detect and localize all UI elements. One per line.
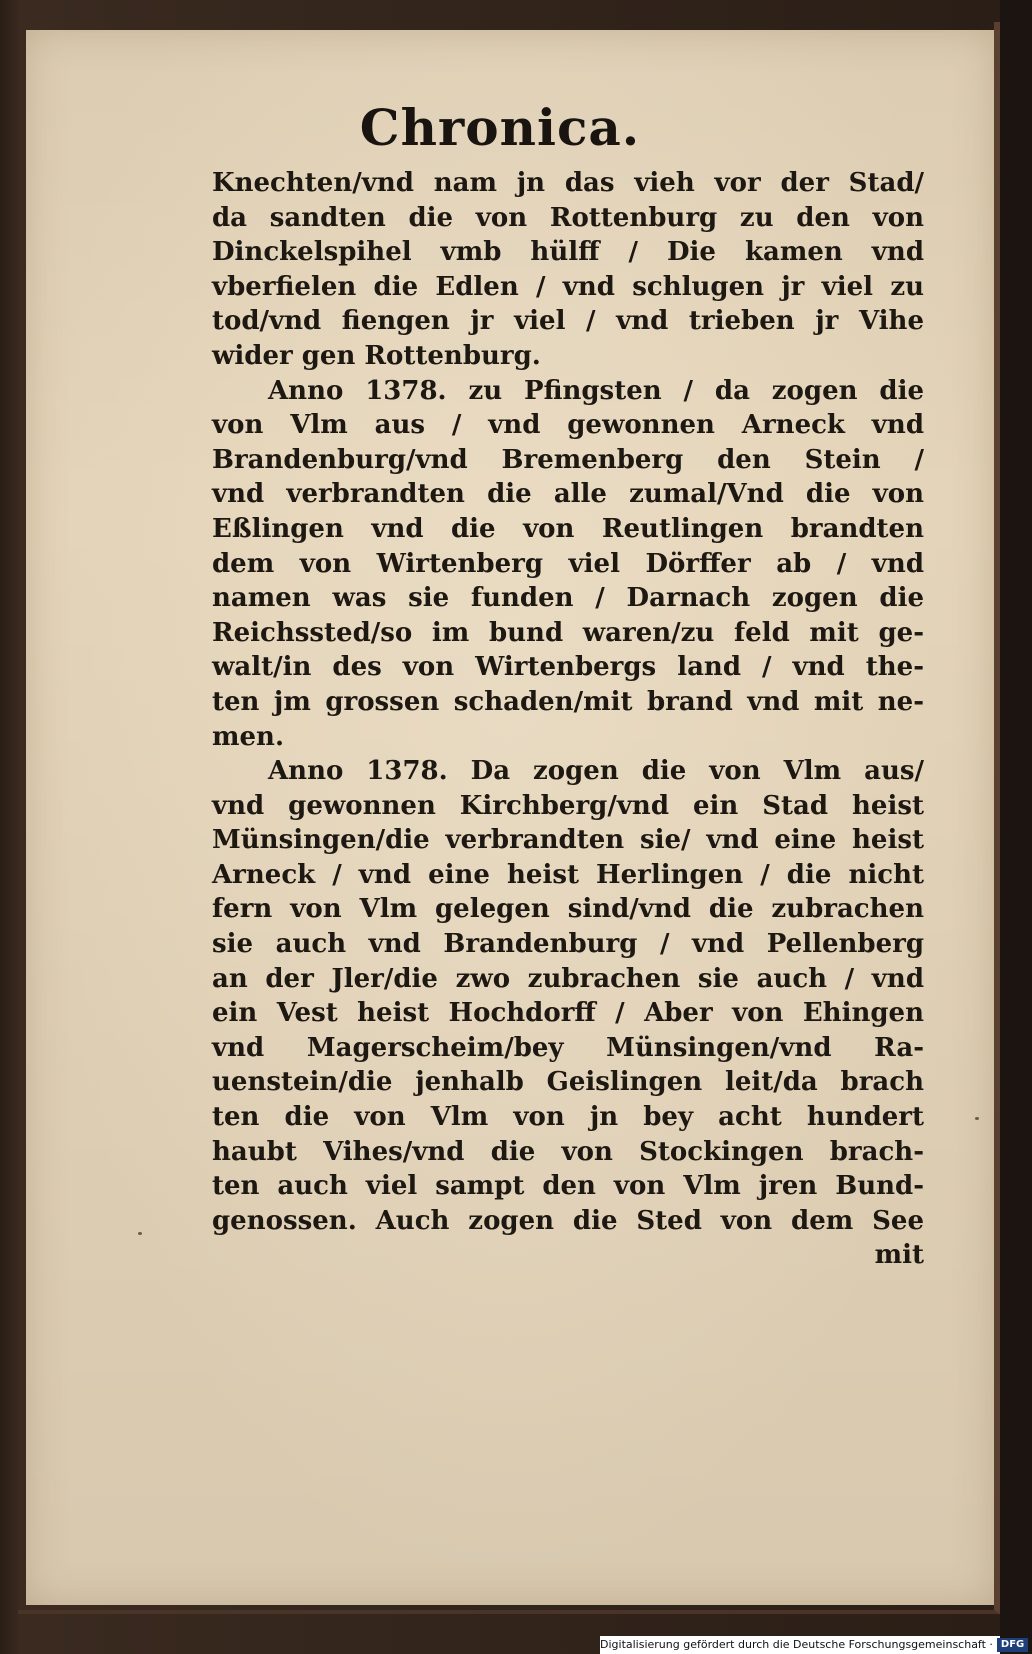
text-line: fern von Vlm gelegen sind/vnd die zubrachen: [212, 894, 924, 925]
text-line: Münsingen/die verbrandten sie/ vnd eine heist: [212, 825, 924, 856]
text-line: Dinckelspihel vmb hülff / Die kamen vnd: [212, 237, 924, 268]
body-text: [212, 166, 924, 1273]
text-line: ten die von Vlm von jn bey acht hundert: [212, 1102, 924, 1133]
text-line: ein Vest heist Hochdorff / Aber von Ehingen: [212, 998, 924, 1029]
paper-speck: [975, 1117, 979, 1120]
text-line: vnd Magerscheim/bey Münsingen/vnd Ra-: [212, 1032, 924, 1063]
text-line: Brandenburg/vnd Bremenberg den Stein /: [212, 444, 924, 475]
text-line: namen was sie funden / Darnach zogen die: [212, 583, 924, 614]
text-line: von Vlm aus / vnd gewonnen Arneck vnd: [212, 410, 924, 441]
funding-credit: Digitalisierung gefördert durch die Deutsche Forschungsgemeinschaft ·: [600, 1638, 993, 1651]
text-line: da sandten die von Rottenburg zu den von: [212, 202, 924, 233]
catchword: mit: [874, 1240, 924, 1271]
text-line: Knechten/vnd nam jn das vieh vor der Stad/: [212, 168, 924, 198]
text-line: an der Jler/die zwo zubrachen sie auch / vnd: [212, 963, 924, 994]
text-line: sie auch vnd Brandenburg / vnd Pellenberg: [212, 929, 924, 960]
paragraph-start: Anno 1378. Da zogen die von Vlm aus/: [268, 756, 924, 787]
text-line: walt/in des von Wirtenbergs land / vnd the-: [212, 652, 924, 683]
paragraph-start: Anno 1378. zu Pfingsten / da zogen die: [268, 375, 924, 406]
text-line: dem von Wirtenberg viel Dörffer ab / vnd: [212, 548, 924, 579]
running-head: Chronica.: [359, 98, 641, 157]
text-line: Eßlingen vnd die von Reutlingen brandten: [212, 513, 924, 544]
text-line: wider gen Rottenburg.: [212, 340, 541, 371]
paper-speck: [138, 1232, 142, 1235]
text-line: ten jm grossen schaden/mit brand vnd mit ne-: [212, 686, 924, 717]
text-line: Arneck / vnd eine heist Herlingen / die nicht: [212, 859, 924, 890]
text-line: ten auch viel sampt den von Vlm jren Bund-: [212, 1171, 924, 1202]
digitization-footer: [600, 1636, 1025, 1654]
text-line: men.: [212, 721, 285, 752]
text-line: genossen. Auch zogen die Sted von dem See: [212, 1205, 924, 1236]
text-line: uenstein/die jenhalb Geislingen leit/da brach: [212, 1067, 924, 1098]
text-line: vnd verbrandten die alle zumal/Vnd die von: [212, 479, 924, 510]
text-line: Reichssted/so im bund waren/zu feld mit ge-: [212, 617, 924, 648]
dfg-logo: DFG: [997, 1638, 1028, 1652]
text-line: vnd gewonnen Kirchberg/vnd ein Stad heist: [212, 790, 924, 821]
text-line: haubt Vihes/vnd die von Stockingen brach-: [212, 1136, 924, 1167]
text-line: vberfielen die Edlen / vnd schlugen jr viel zu: [212, 271, 924, 302]
text-line: tod/vnd fiengen jr viel / vnd trieben jr Vihe: [212, 306, 924, 337]
